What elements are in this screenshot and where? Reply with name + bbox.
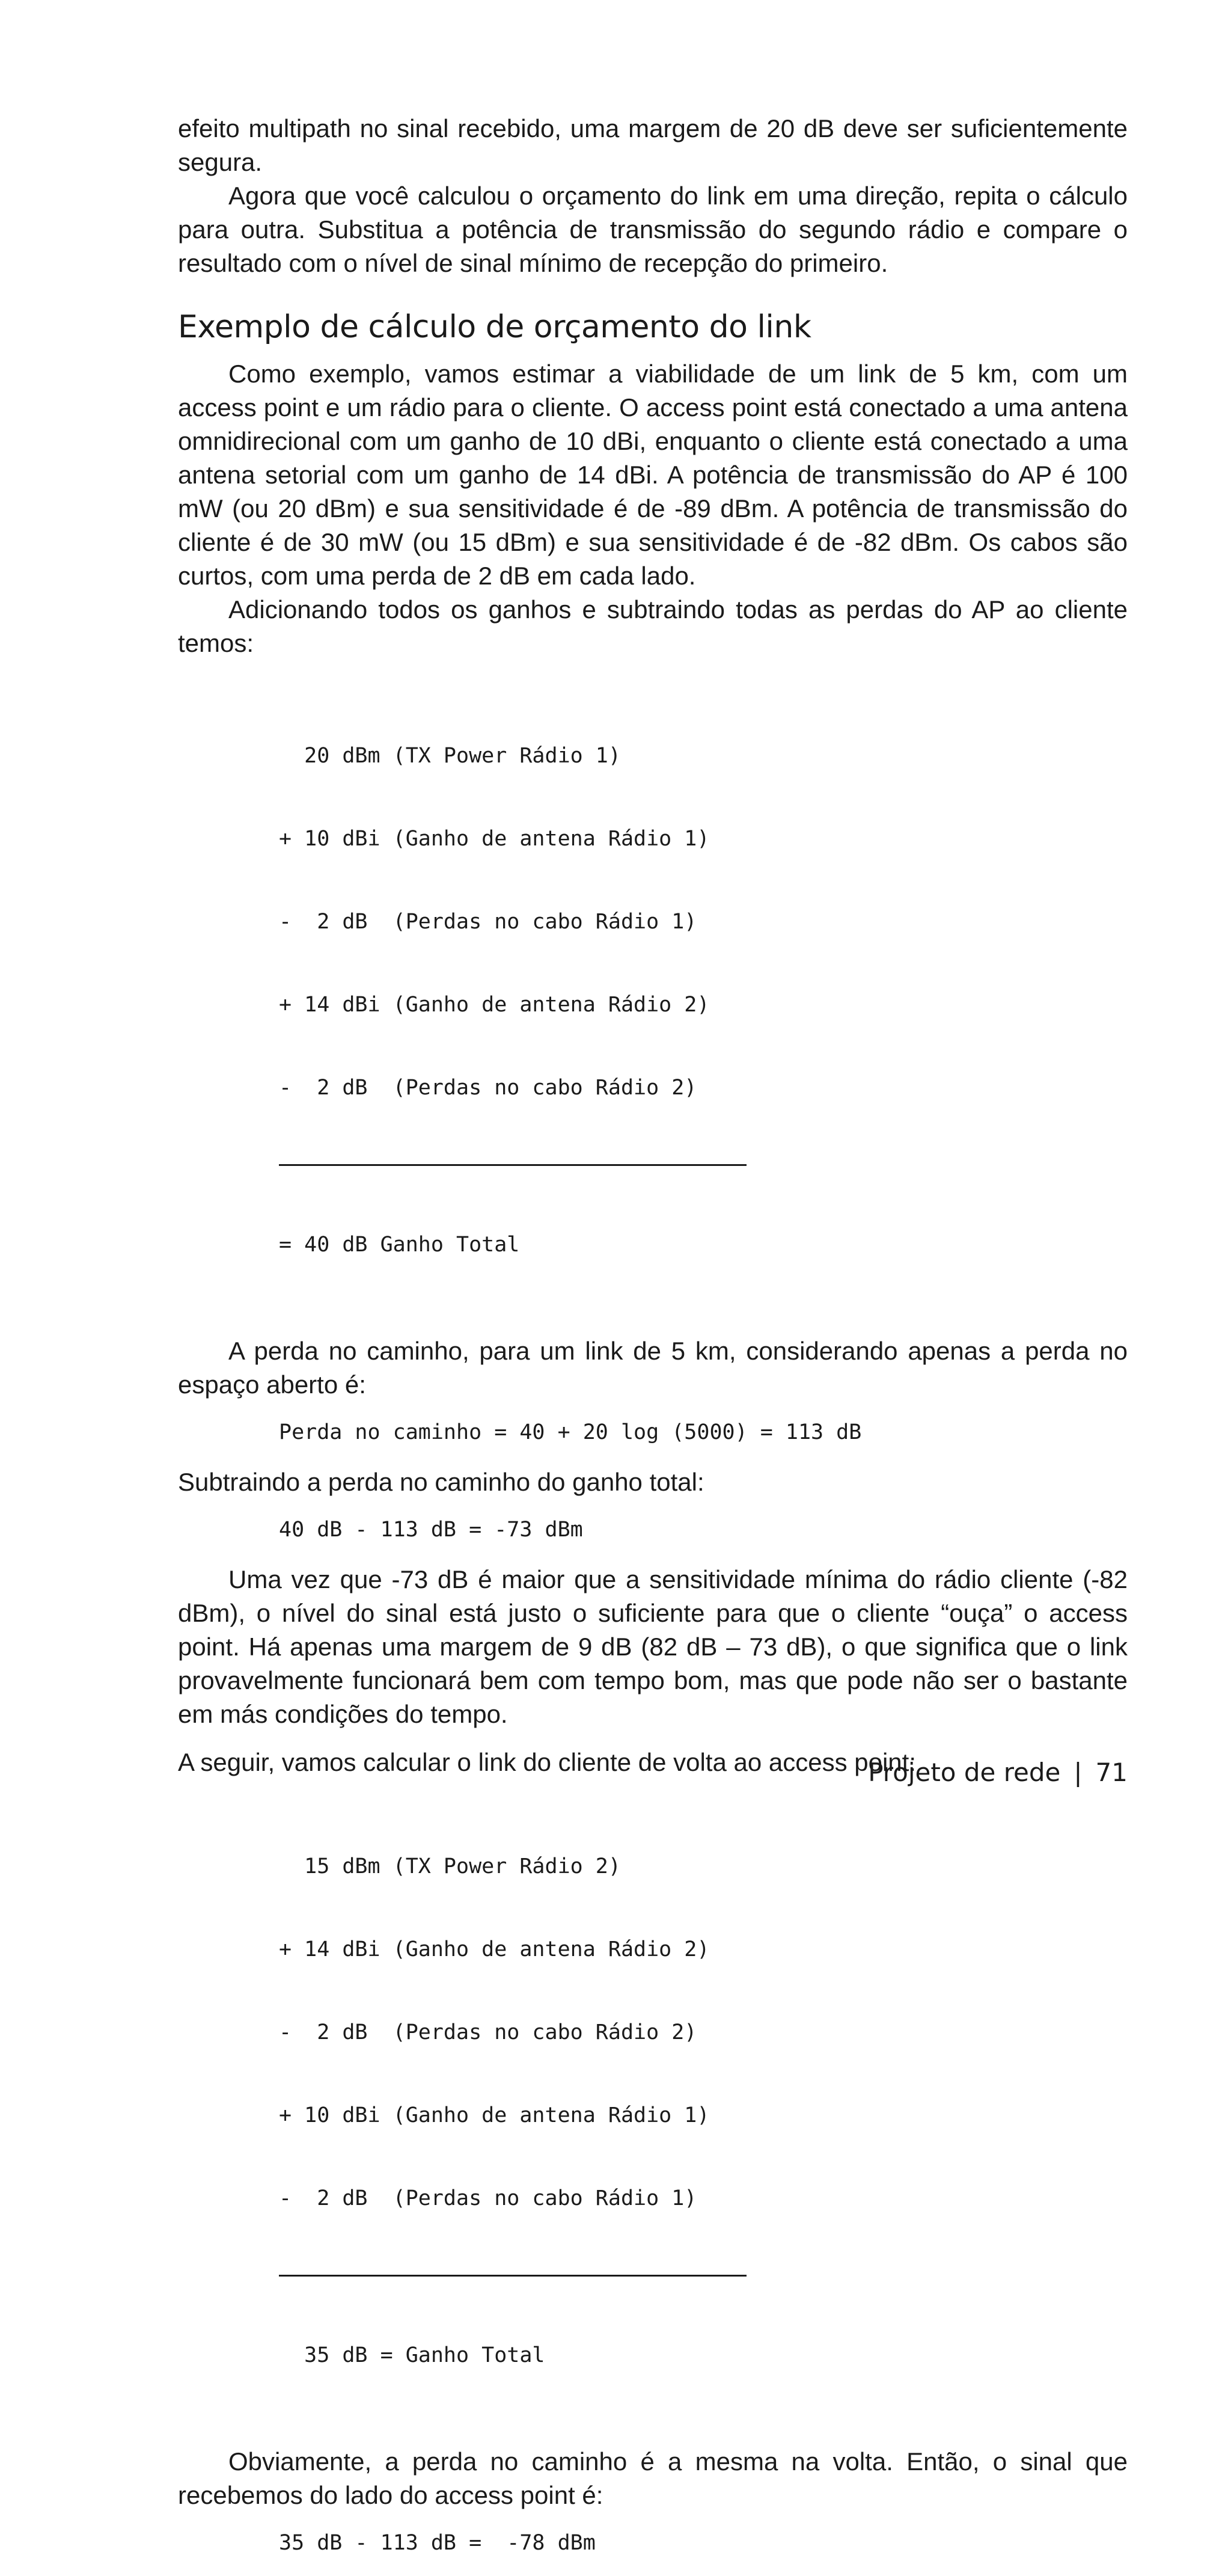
code-signal-at-client: 40 dB - 113 dB = -73 dBm	[279, 1518, 583, 1542]
paragraph-margin-analysis: Uma vez que -73 dB é maior que a sensitividade mínima do rádio cliente (-82 dBm), o nível do sinal está justo o suficiente para que o cliente “ouça” o access point. Há apenas uma margem de 9 dB (82 dB – 73 dB), o que significa que o link provavelmente funcionará bem com tempo bom, mas que pode não ser o bastante em más condições do tempo.	[178, 1565, 1128, 1728]
paragraph-example-intro: Como exemplo, vamos estimar a viabilidade de um link de 5 km, com um access point e um rádio para o cliente. O access point está conectado a uma antena omnidirecional com um ganho de 10 dBi, enquanto o cliente está conectado a uma antena setorial com um ganho de 14 dBi. A potência de transmissão do AP é 100 mW (ou 20 dBm) e sua sensitividade é de -89 dBm. A potência de transmissão do cliente é de 30 mW (ou 15 dBm) e sua sensitividade é de -82 dBm. Os cabos são curtos, com uma perda de 2 dB em cada lado.	[178, 360, 1128, 590]
code-line: 20 dBm (TX Power Rádio 1)	[279, 744, 621, 768]
code-block-ap-to-client	[279, 687, 1128, 1314]
paragraph-same-path-loss: Obviamente, a perda no caminho é a mesma na volta. Então, o sinal que recebemos do lado do access point é:	[178, 2447, 1128, 2509]
footer-separator: |	[1074, 1758, 1083, 1787]
paragraph-reverse-link: A seguir, vamos calcular o link do cliente de volta ao access point:	[178, 1748, 917, 1776]
code-signal-at-ap: 35 dB - 113 dB = -78 dBm	[279, 2531, 596, 2555]
page-number: 71	[1095, 1758, 1128, 1787]
code-line: + 14 dBi (Ganho de antena Rádio 2)	[279, 993, 710, 1017]
code-line: - 2 dB (Perdas no cabo Rádio 2)	[279, 1076, 697, 1100]
code-total-line: 35 dB = Ganho Total	[279, 2343, 545, 2367]
paragraph-adding-gains: Adicionando todos os ganhos e subtraindo todas as perdas do AP ao cliente temos:	[178, 595, 1128, 657]
page-content	[178, 112, 1128, 2576]
paragraph-path-loss: A perda no caminho, para um link de 5 km, considerando apenas a perda no espaço aberto é:	[178, 1337, 1128, 1399]
paragraph-subtracting: Subtraindo a perda no caminho do ganho total:	[178, 1468, 704, 1496]
code-path-loss: Perda no caminho = 40 + 20 log (5000) = 113 dB	[279, 1420, 862, 1444]
page-footer	[868, 1756, 1128, 1789]
footer-section-title: Projeto de rede	[868, 1758, 1061, 1787]
code-line: + 10 dBi (Ganho de antena Rádio 1)	[279, 2103, 710, 2127]
sum-rule	[279, 1164, 747, 1166]
code-line: 15 dBm (TX Power Rádio 2)	[279, 1854, 621, 1878]
code-line: + 10 dBi (Ganho de antena Rádio 1)	[279, 827, 710, 851]
paragraph-budget-other-direction: Agora que você calculou o orçamento do link em uma direção, repita o cálculo para outra. Substitua a potência de transmissão do segundo rádio e compare o resultado com o nível de sinal mínimo de recepção do primeiro.	[178, 182, 1128, 277]
code-line: - 2 dB (Perdas no cabo Rádio 1)	[279, 910, 697, 934]
code-block-client-to-ap	[279, 1797, 1128, 2424]
section-heading: Exemplo de cálculo de orçamento do link	[178, 309, 811, 345]
sum-rule	[279, 2275, 747, 2277]
code-line: - 2 dB (Perdas no cabo Rádio 1)	[279, 2186, 697, 2210]
code-line: - 2 dB (Perdas no cabo Rádio 2)	[279, 2020, 697, 2044]
code-total-line: = 40 dB Ganho Total	[279, 1233, 520, 1257]
paragraph-continuation: efeito multipath no sinal recebido, uma margem de 20 dB deve ser suficientemente segura.	[178, 114, 1128, 176]
code-line: + 14 dBi (Ganho de antena Rádio 2)	[279, 1937, 710, 1961]
